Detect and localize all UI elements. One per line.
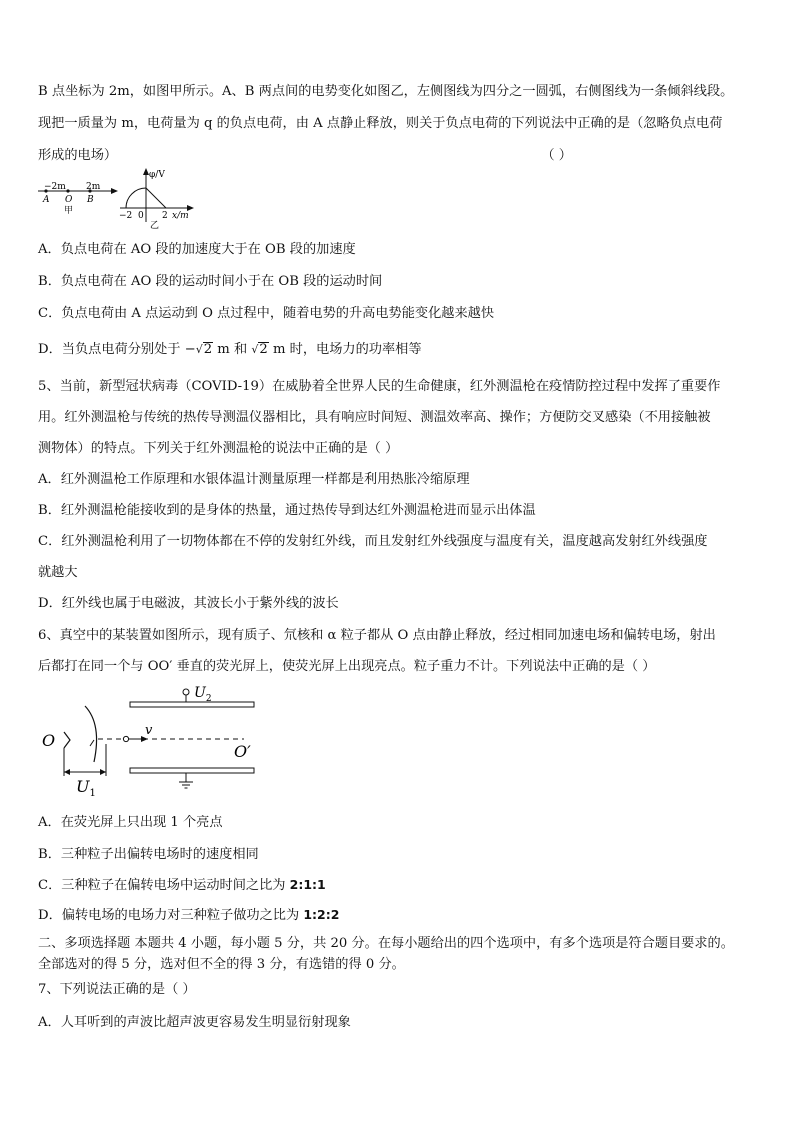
q4-option-d-post: m 时，电场力的功率相等 [268,342,422,357]
q5-option-a: A．红外测温枪工作原理和水银体温计测量原理一样都是利用热胀冷缩原理 [38,472,470,487]
jia-caption: 甲 [64,206,74,216]
jia-label-o: O [65,195,73,205]
q6-option-a: A．在荧光屏上只出现 1 个亮点 [38,815,223,830]
q4-stem-line-2: 现把一质量为 m，电荷量为 q 的负点电荷，由 A 点静止释放，则关于负点电荷的下列说法中正确的是（忽略负点电荷 [38,116,723,131]
yi-x-axis-label: x/m [172,211,189,221]
q7-option-a: A．人耳听到的声波比超声波更容易发生明显衍射现象 [38,1015,351,1030]
yi-tick-m2: −2 [119,211,133,221]
yi-caption: 乙 [150,221,160,230]
q5-stem-line-2: 用。红外测温枪与传统的热传导测温仪器相比，具有响应时间短、测温效率高、操作；方便防交叉感染（不用接触被 [38,410,711,425]
q4-stem-line-3: 形成的电场） [38,148,118,163]
yi-y-axis-label: φ/V [149,170,165,180]
yi-quarter-arc [126,188,146,208]
q4-figure-jia [36,178,120,218]
section-2-heading-line-2: 全部选对的得 5 分，选对但不全的得 3 分，有选错的得 0 分。 [38,957,405,972]
q6-option-c-ratio: 2:1:1 [289,877,326,892]
yi-tick-0: 0 [138,211,144,221]
yi-tick-2: 2 [162,211,168,221]
jia-label-a: A [43,195,50,205]
right-electrode [85,706,97,762]
jia-right-mark: 2m [86,182,101,192]
q4-option-c: C．负点电荷由 A 点运动到 O 点过程中，随着电势的升高电势能变化越来越快 [38,306,495,321]
upper-plate [130,702,254,707]
yi-slope-line [146,188,166,208]
q4-option-b: B．负点电荷在 AO 段的运动时间小于在 OB 段的运动时间 [38,274,383,289]
q4-option-d-sqrt-2: 2 [259,342,268,357]
q4-option-d: D．当负点电荷分别处于 −√2 m 和 √2 m 时，电场力的功率相等 [38,342,422,357]
q6-stem-line-2: 后都打在同一个与 OO′ 垂直的荧光屏上，使荧光屏上出现亮点。粒子重力不计。下列说法中正确的是（ ） [38,659,656,674]
q5-option-c-line-1: C．红外测温枪利用了一切物体都在不停的发射红外线，而且发射红外线强度与温度有关，温度越高发射红外线强度 [38,534,708,549]
q6-option-c [38,874,326,893]
q4-option-d-pre: D．当负点电荷分别处于 − [38,342,196,357]
q4-option-d-sqrt-1: 2 [203,342,213,357]
q6-option-d-text: D．偏转电场的电场力对三种粒子做功之比为 [38,908,304,923]
q7-stem: 7、下列说法正确的是（ ） [38,982,196,997]
q6-figure-device [38,684,268,800]
q4-answer-paren: （ ） [541,148,572,163]
q4-option-a: A．负点电荷在 AO 段的加速度大于在 OB 段的加速度 [38,242,356,257]
q6-stem-line-1: 6、真空中的某装置如图所示，现有质子、氘核和 α 粒子都从 O 点由静止释放，经过相同加速电场和偏转电场，射出 [38,628,716,643]
q6-option-c-text: C．三种粒子在偏转电场中运动时间之比为 [38,878,290,893]
section-2-heading-line-1: 二、多项选择题 本题共 4 小题，每小题 5 分，共 20 分。在每小题给出的四个选项中，有多个选项是符合题目要求的。 [38,936,734,951]
left-electrode [64,732,70,748]
q5-option-d: D．红外线也属于电磁波，其波长小于紫外线的波长 [38,596,339,611]
q5-option-b: B．红外测温枪能接收到的是身体的热量，通过热传导到达红外测温枪进而显示出体温 [38,503,536,518]
q4-figure-yi [112,166,204,230]
q5-stem-line-3: 测物体）的特点。下列关于红外测温枪的说法中正确的是（ ） [38,441,399,456]
o-prime-label: O′ [234,742,251,761]
u2-label: $U_2$ [194,685,212,704]
q4-stem-line-1: B 点坐标为 2m，如图甲所示。A、B 两点间的电势变化如图乙，左侧图线为四分之一圆弧，右侧图线为一条倾斜线段。 [38,84,734,99]
q5-option-c-line-2: 就越大 [38,565,78,580]
q5-stem-line-1: 5、当前，新型冠状病毒（COVID-19）在威胁着全世界人民的生命健康，红外测温枪在疫情防控过程中发挥了重要作 [38,379,721,394]
jia-left-mark: −2m [44,182,66,192]
q4-option-d-mid: m 和 [213,342,252,357]
lower-plate [130,768,254,773]
u1-label: $U_1$ [76,777,96,799]
q6-option-d [38,904,339,923]
v-label: v [145,723,153,738]
o-label: O [42,731,56,750]
jia-label-b: B [87,195,94,205]
q6-option-d-ratio: 1:2:2 [303,907,340,922]
q6-option-b: B．三种粒子出偏转电场时的速度相同 [38,847,259,862]
